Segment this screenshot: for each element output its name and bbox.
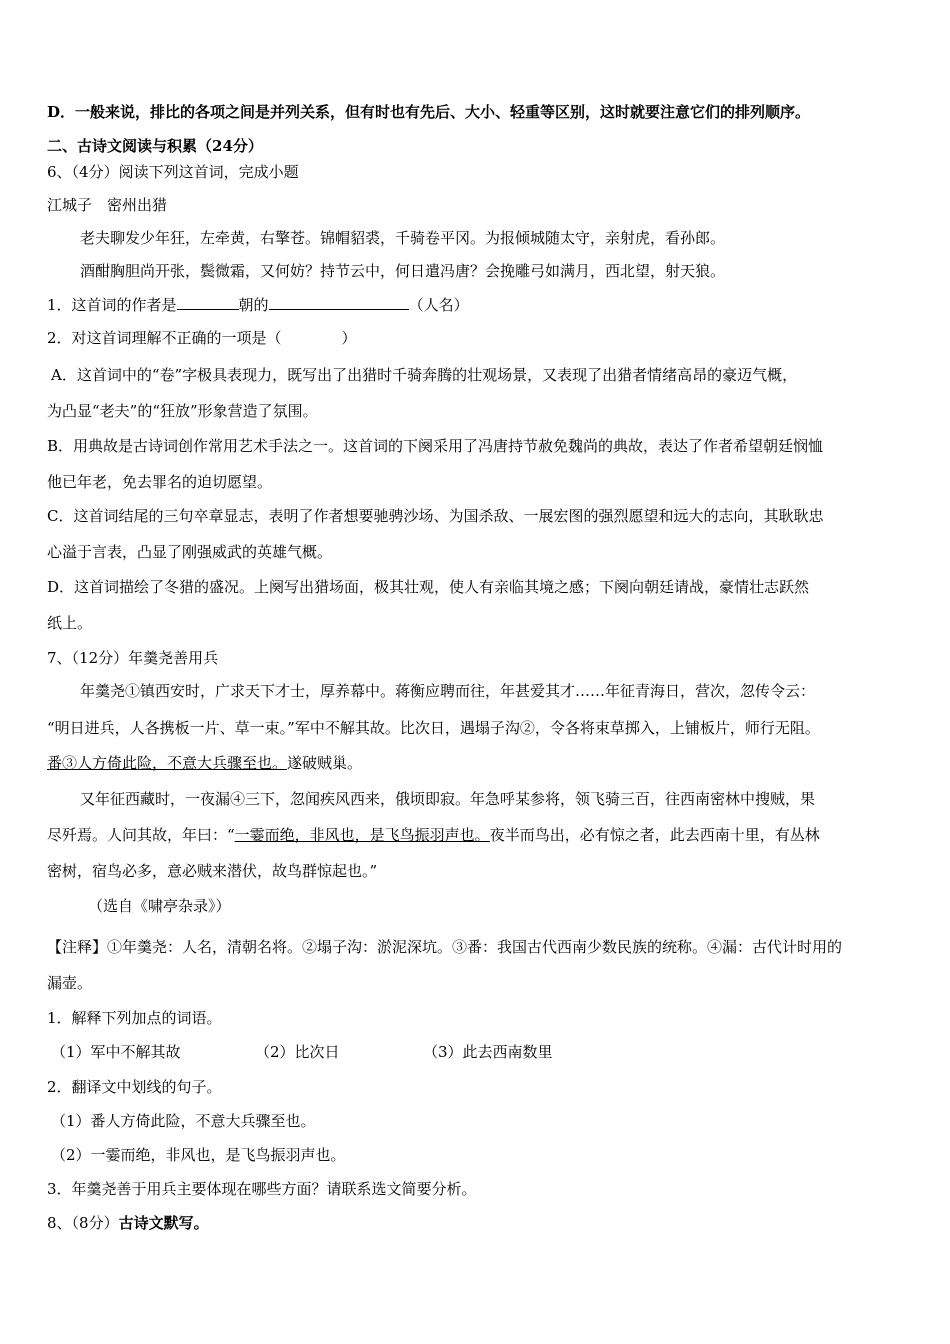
section-heading: 二、古诗文阅读与积累（24分） <box>47 137 263 155</box>
word-item: （1）军中不解其故 <box>51 1043 181 1061</box>
passage-text: 尽歼焉。人问其故，年曰：“ <box>47 826 235 844</box>
question-8-heading <box>47 1213 209 1233</box>
option-a-cont: 为凸显“老夫”的“狂放”形象营造了氛围。 <box>47 402 318 420</box>
question-title: 古诗文默写。 <box>118 1214 209 1232</box>
passage-line <box>47 753 362 773</box>
sub-question-2: 2．对这首词理解不正确的一项是（ ） <box>47 329 357 347</box>
sub-question-3: 3．年羹尧善于用兵主要体现在哪些方面？请联系选文简要分析。 <box>47 1180 477 1198</box>
translate-item: （1）番人方倚此险，不意大兵骤至也。 <box>51 1112 316 1130</box>
word-item: （3）此去西南数里 <box>423 1043 553 1061</box>
passage-source: （选自《啸亭杂录》） <box>88 897 231 915</box>
passage-text: 遂破贼巢。 <box>287 754 363 772</box>
sub-question-1 <box>47 295 469 315</box>
sub-question-2: 2．翻译文中划线的句子。 <box>47 1078 222 1096</box>
passage-line <box>47 825 820 845</box>
poem-line: 老夫聊发少年狂，左牵黄，右擎苍。锦帽貂裘，千骑卷平冈。为报倾城随太守，亲射虎，看孙郎。 <box>80 229 726 247</box>
option-c: C．这首词结尾的三句卒章显志，表明了作者想要驰骋沙场、为国杀敌、一展宏图的强烈愿望和远大的志向，其耿耿忠 <box>47 507 824 525</box>
sub-question-1: 1．解释下列加点的词语。 <box>47 1009 222 1027</box>
option-d-cont: 纸上。 <box>47 614 93 632</box>
question-7-heading: 7、（12分）年羹尧善用兵 <box>47 649 219 667</box>
word-item: （2）比次日 <box>255 1043 340 1061</box>
sub-question-text: 朝的 <box>238 296 269 314</box>
passage-line: 年羹尧①镇西安时，广求天下才士，厚养幕中。蒋衡应聘而往，年甚爱其才……年征青海日，营次，忽传令云： <box>80 682 816 700</box>
option-b: B．用典故是古诗词创作常用艺术手法之一。这首词的下阕采用了冯唐持节赦免魏尚的典故，表达了作者希望朝廷悯恤 <box>47 437 824 455</box>
passage-text: 夜半而鸟出，必有惊之者，此去西南十里，有丛林 <box>489 826 820 844</box>
option-d: D．这首词描绘了冬猎的盛况。上阕写出猎场面，极其壮观，使人有亲临其境之感；下阕向朝廷请战，豪情壮志跃然 <box>47 578 810 596</box>
passage-line: 又年征西藏时，一夜漏④三下，忽闻疾风西来，俄顷即寂。年急呼某参将，领飞骑三百，往西南密林中搜贼，果 <box>80 790 816 808</box>
underlined-sentence: 一霎而绝，非风也，是飞鸟振羽声也。 <box>234 826 490 844</box>
passage-line: 密树，宿鸟必多，意必贼来潜伏，故鸟群惊起也。” <box>47 862 378 880</box>
translate-item: （2）一霎而绝，非风也，是飞鸟振羽声也。 <box>51 1146 346 1164</box>
annotation-line: 【注释】①年羹尧：人名，清朝名将。②塌子沟：淤泥深坑。③番：我国古代西南少数民族的统称。④漏：古代计时用的 <box>47 938 843 956</box>
option-b-cont: 他已年老，免去罪名的迫切愿望。 <box>47 473 273 491</box>
sub-question-text: （人名） <box>408 296 469 314</box>
answer-blank[interactable] <box>269 295 409 310</box>
poem-title: 江城子 密州出猎 <box>47 196 168 214</box>
question-number: 8、（8分） <box>47 1214 119 1232</box>
option-c-cont: 心溢于言表，凸显了刚强威武的英雄气概。 <box>47 543 333 561</box>
sub-question-text: 1．这首词的作者是 <box>47 296 177 314</box>
poem-line: 酒酣胸胆尚开张，鬓微霜，又何妨？持节云中，何日遣冯唐？会挽雕弓如满月，西北望，射天狼。 <box>80 262 726 280</box>
passage-line: “明日进兵，人各携板一片、草一束。”军中不解其故。比次日，遇塌子沟②，令各将束草掷入，上铺板片，师行无阻。 <box>47 719 820 737</box>
option-d-text: D．一般来说，排比的各项之间是并列关系，但有时也有先后、大小、轻重等区别，这时就要注意它们的排列顺序。 <box>47 103 811 121</box>
option-a: A．这首词中的“卷”字极具表现力，既写出了出猎时千骑奔腾的壮观场景，又表现了出猎者情绪高昂的豪迈气概， <box>51 366 798 384</box>
underlined-sentence: 番③人方倚此险，不意大兵骤至也。 <box>47 754 288 772</box>
answer-blank[interactable] <box>177 295 239 310</box>
question-6-heading: 6、（4分）阅读下列这首词，完成小题 <box>47 163 299 181</box>
annotation-line: 漏壶。 <box>47 974 93 992</box>
